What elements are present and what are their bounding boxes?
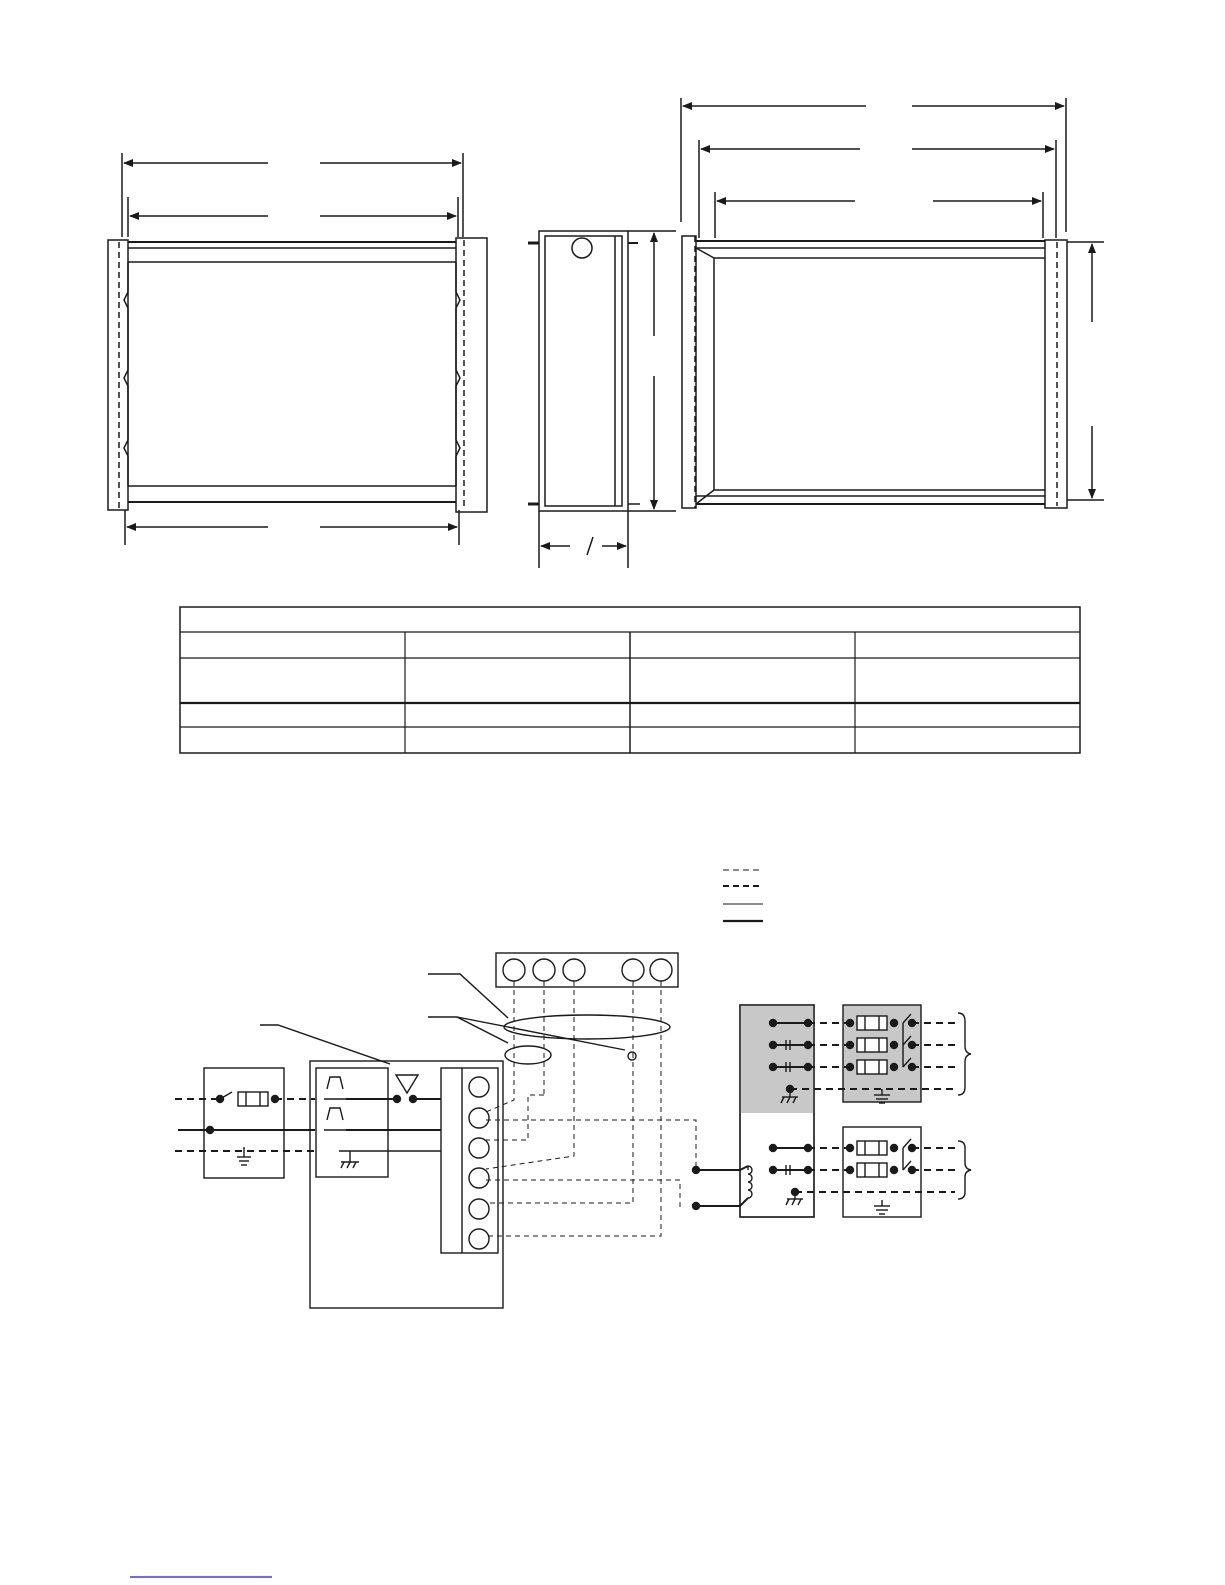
condensing-unit-control bbox=[693, 1005, 815, 1217]
splice-point bbox=[628, 1052, 636, 1060]
leader-line bbox=[457, 1017, 625, 1050]
top-view bbox=[681, 98, 1104, 508]
outdoor-disconnect-1phase bbox=[843, 1127, 921, 1217]
leader-line bbox=[260, 1025, 390, 1064]
leader-line bbox=[428, 1017, 508, 1043]
front-view bbox=[108, 153, 487, 545]
dimension-table bbox=[180, 607, 1080, 753]
thermostat-terminal-strip bbox=[496, 953, 678, 987]
wire-bundle-ellipse bbox=[504, 1015, 670, 1039]
line-legend bbox=[723, 870, 763, 921]
side-view bbox=[528, 231, 676, 568]
air-handler-panel bbox=[310, 1061, 503, 1308]
brace-3phase bbox=[958, 1013, 971, 1095]
wiring-diagram bbox=[175, 953, 971, 1308]
brace-1phase bbox=[958, 1141, 971, 1199]
disconnect-switch-box bbox=[204, 1068, 284, 1178]
